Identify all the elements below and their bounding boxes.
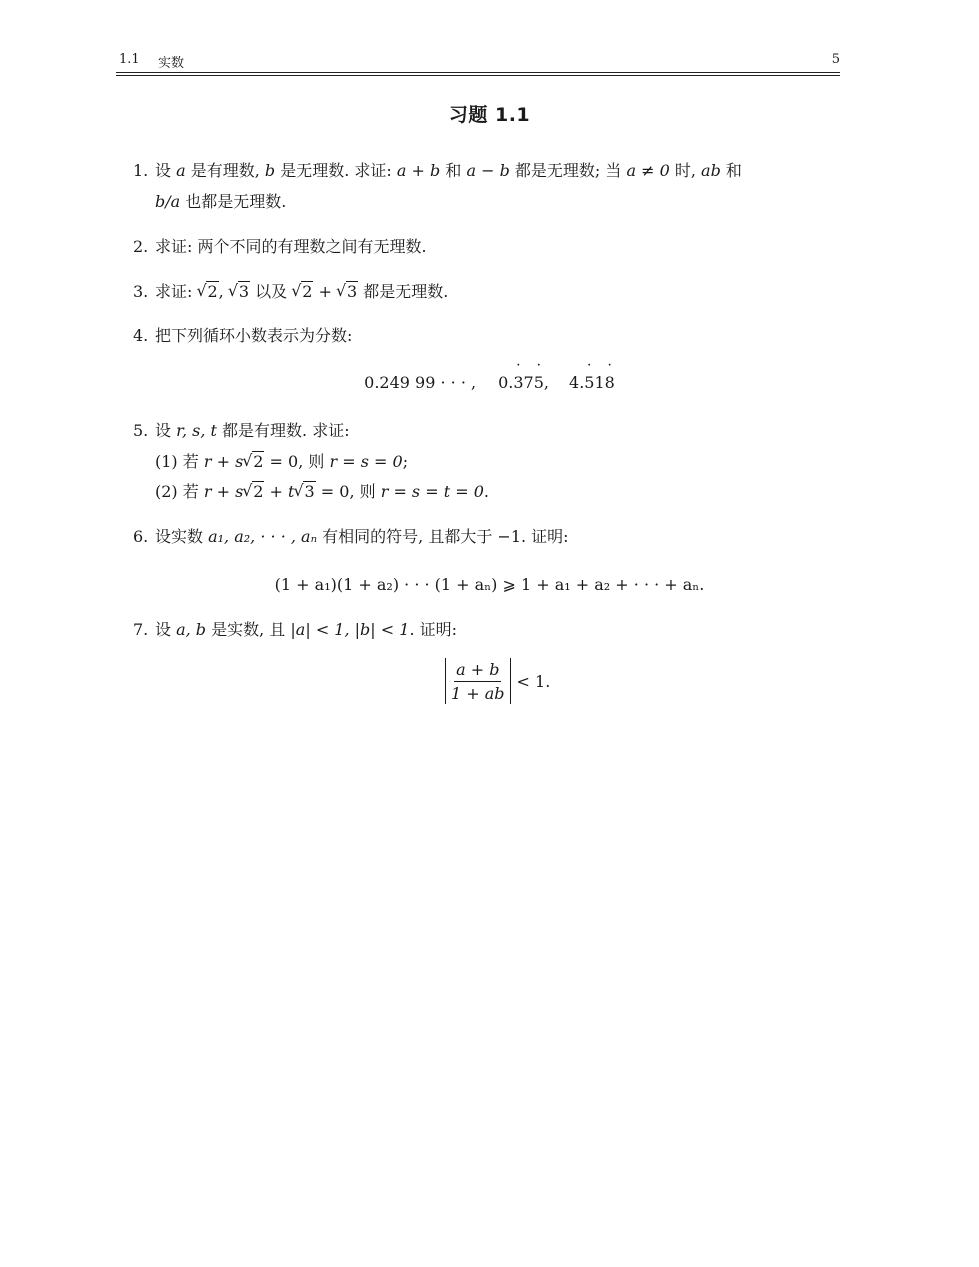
text: , 则 (298, 452, 330, 471)
radicand: 2 (253, 482, 264, 501)
text: ; (402, 452, 409, 471)
problem-4-display (0, 373, 979, 393)
problem-1-line-1 (133, 161, 742, 181)
text: 时, (669, 161, 702, 180)
rhs: < 1. (516, 671, 551, 691)
text: 都是有理数. 求证: (216, 421, 350, 440)
math-expr: = 0 (315, 482, 350, 501)
decimal-3 (569, 373, 615, 392)
text: (2) 若 (155, 482, 204, 501)
sqrt-symbol (243, 482, 264, 502)
math-expr: ab (701, 161, 721, 180)
denominator: 1 + ab (451, 683, 505, 703)
absolute-value (445, 658, 511, 704)
problem-4 (133, 326, 352, 346)
math-expr: r = s = 0 (329, 452, 403, 471)
math-expr: r + s (203, 452, 244, 471)
math-expr: = 0 (264, 452, 299, 471)
repeat-digit: 5 ˙ (584, 373, 594, 393)
text: . 证明: (409, 620, 458, 639)
radicand: 3 (304, 482, 315, 501)
text: , 则 (349, 482, 381, 501)
problem-5 (133, 421, 350, 441)
math-expr: r + s (203, 482, 244, 501)
text: 0. (498, 373, 514, 392)
sqrt-symbol (337, 282, 358, 302)
text: 是无理数. 求证: (275, 161, 397, 180)
problem-number: 5. (133, 421, 149, 440)
header-rule-thin (116, 75, 840, 76)
text: 都是无理数. (358, 282, 449, 301)
problem-number: 6. (133, 527, 149, 546)
decimal-2 (498, 373, 549, 392)
text: 都是无理数; 当 (509, 161, 627, 180)
radicand: 2 (302, 282, 313, 301)
inequality: (1 + a₁)(1 + a₂) · · · (1 + aₙ) ⩾ 1 + a₁ + a₂ + · · · + aₙ. (274, 575, 705, 594)
repeat-digit: 3 ˙ (513, 373, 523, 393)
repeat-digit: 8 ˙ (605, 373, 615, 393)
header-rule-thick (116, 72, 840, 73)
problem-7-display (445, 658, 550, 704)
text: 也都是无理数. (180, 192, 287, 211)
math-expr: r, s, t (176, 421, 217, 440)
numerator: a + b (454, 660, 501, 682)
section-title: 实数 (158, 56, 185, 71)
text: 设 (155, 161, 177, 180)
text: 设 (155, 421, 177, 440)
text: (1) 若 (155, 452, 204, 471)
problem-number: 4. (133, 326, 149, 345)
decimal-1: 0.249 99 · · · , (364, 373, 477, 392)
problem-6 (133, 527, 569, 547)
radicand: 3 (238, 282, 250, 301)
math-expr: b/a (155, 192, 181, 211)
text: , (543, 373, 550, 392)
radicand: 2 (207, 282, 218, 301)
problem-5-part-2 (155, 482, 489, 502)
problem-2 (133, 237, 427, 257)
sqrt-symbol (197, 282, 218, 302)
sqrt-symbol (229, 282, 250, 302)
problem-3 (133, 282, 448, 302)
text: 是实数, 且 (206, 620, 291, 639)
text: 1 (594, 373, 605, 392)
math-expr: |a| < 1, |b| < 1 (290, 620, 410, 639)
section-number: 1.1 (119, 52, 140, 67)
text: 有相同的符号, 且都大于 −1. 证明: (317, 527, 569, 546)
math-expr: a, b (176, 620, 207, 639)
radicand: 3 (346, 282, 358, 301)
repeat-digit: 5 ˙ (534, 373, 544, 393)
math-expr: a ≠ 0 (626, 161, 670, 180)
sqrt-symbol (243, 452, 264, 472)
text: 和 (440, 161, 467, 180)
math-var: a (176, 161, 186, 180)
running-header (116, 50, 840, 70)
text: . (483, 482, 489, 501)
text: , (218, 282, 229, 301)
problem-7 (133, 620, 457, 640)
text: 以及 (250, 282, 293, 301)
page-number: 5 (831, 52, 840, 67)
sqrt-symbol (292, 282, 313, 302)
problem-number: 3. (133, 282, 149, 301)
problem-1-line-2 (155, 192, 286, 212)
text: 把下列循环小数表示为分数: (155, 326, 353, 345)
math-expr: a − b (466, 161, 510, 180)
exercise-title: 习题 1.1 (448, 104, 531, 126)
text: 和 (720, 161, 742, 180)
problem-number: 7. (133, 620, 149, 639)
problem-5-part-1 (155, 452, 408, 472)
math-expr: a + b (396, 161, 441, 180)
text: 求证: (155, 282, 198, 301)
problem-number: 2. (133, 237, 149, 256)
text: 设实数 (155, 527, 209, 546)
problem-6-display (0, 575, 979, 595)
math-expr: r = s = t = 0 (380, 482, 484, 501)
text: 是有理数, (185, 161, 265, 180)
math-expr: + t (264, 482, 295, 501)
radicand: 2 (253, 452, 264, 471)
text: 7 (523, 373, 534, 392)
math-var: b (264, 161, 276, 180)
fraction (449, 660, 507, 703)
problem-number: 1. (133, 161, 149, 180)
sqrt-symbol (294, 482, 315, 502)
text: 求证: 两个不同的有理数之间有无理数. (155, 237, 427, 256)
math-expr: a₁, a₂, · · · , aₙ (208, 527, 318, 546)
text: 4. (569, 373, 585, 392)
text: 设 (155, 620, 177, 639)
text: + (313, 282, 337, 301)
